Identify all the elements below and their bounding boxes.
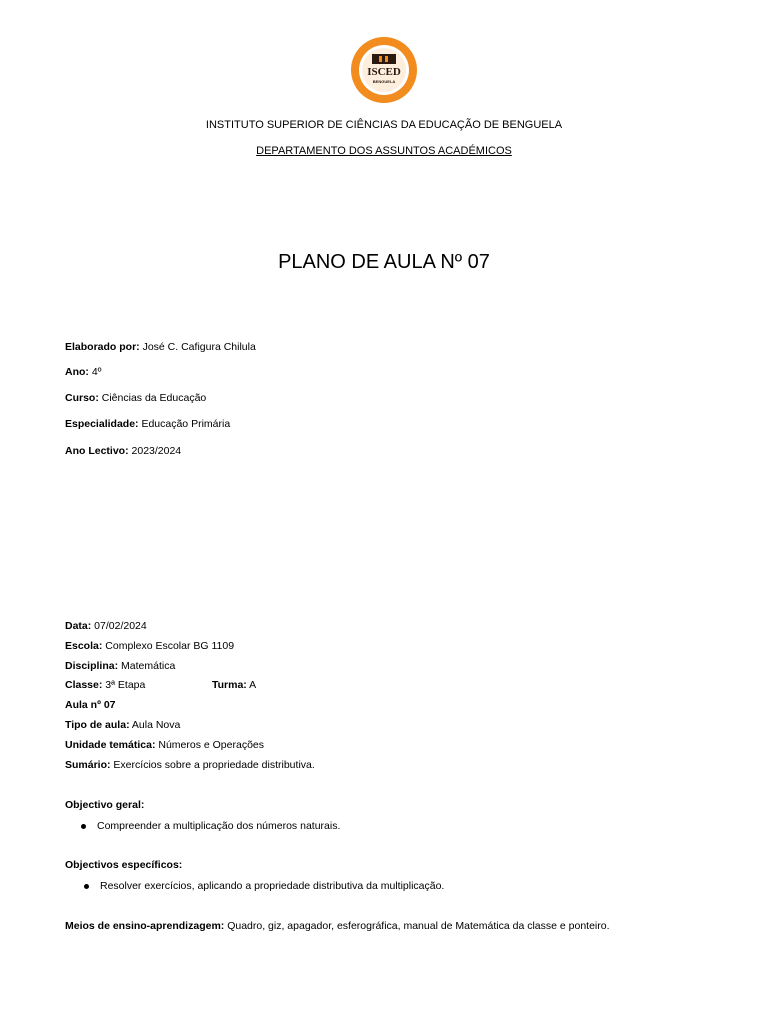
meta-curso: Curso: Ciências da Educação <box>65 392 207 404</box>
detail-data: Data: 07/02/2024 <box>65 620 147 632</box>
page-title: PLANO DE AULA Nº 07 <box>278 251 490 273</box>
objectivo-geral-heading: Objectivo geral: <box>65 799 145 811</box>
institution-name: INSTITUTO SUPERIOR DE CIÊNCIAS DA EDUCAÇÃO DE BENGUELA <box>205 119 563 131</box>
department-name: DEPARTAMENTO DOS ASSUNTOS ACADÉMICOS <box>256 145 512 157</box>
detail-unidade: Unidade temática: Números e Operações <box>65 739 265 751</box>
detail-classe: Classe: 3ª Etapa <box>65 679 146 691</box>
meta-ano: Ano: 4º <box>65 366 102 378</box>
svg-text:ISCED: ISCED <box>367 66 401 78</box>
objectivo-especifico-item: Resolver exercícios, aplicando a propriedade distributiva da multiplicação. <box>100 880 445 892</box>
isced-logo <box>350 36 418 104</box>
detail-aula: Aula nº 07 <box>65 699 116 711</box>
objectivos-especificos-heading: Objectivos específicos: <box>65 859 183 871</box>
meta-especialidade: Especialidade: Educação Primária <box>65 418 231 430</box>
meta-ano-lectivo: Ano Lectivo: 2023/2024 <box>65 445 182 457</box>
bullet-icon <box>84 884 89 889</box>
objectivo-geral-item: Compreender a multiplicação dos números naturais. <box>97 820 341 832</box>
bullet-icon <box>81 824 86 829</box>
detail-escola: Escola: Complexo Escolar BG 1109 <box>65 640 235 652</box>
meios-ensino: Meios de ensino-aprendizagem: Quadro, giz, apagador, esferográfica, manual de Matemática da classe e ponteiro. <box>65 920 610 932</box>
meta-elaborado: Elaborado por: José C. Cafigura Chilula <box>65 341 256 353</box>
detail-sumario: Sumário: Exercícios sobre a propriedade distributiva. <box>65 759 315 771</box>
detail-turma: Turma: A <box>212 679 257 691</box>
detail-tipo-aula: Tipo de aula: Aula Nova <box>65 719 181 731</box>
detail-disciplina: Disciplina: Matemática <box>65 660 176 672</box>
svg-text:BENGUELA: BENGUELA <box>372 79 396 84</box>
